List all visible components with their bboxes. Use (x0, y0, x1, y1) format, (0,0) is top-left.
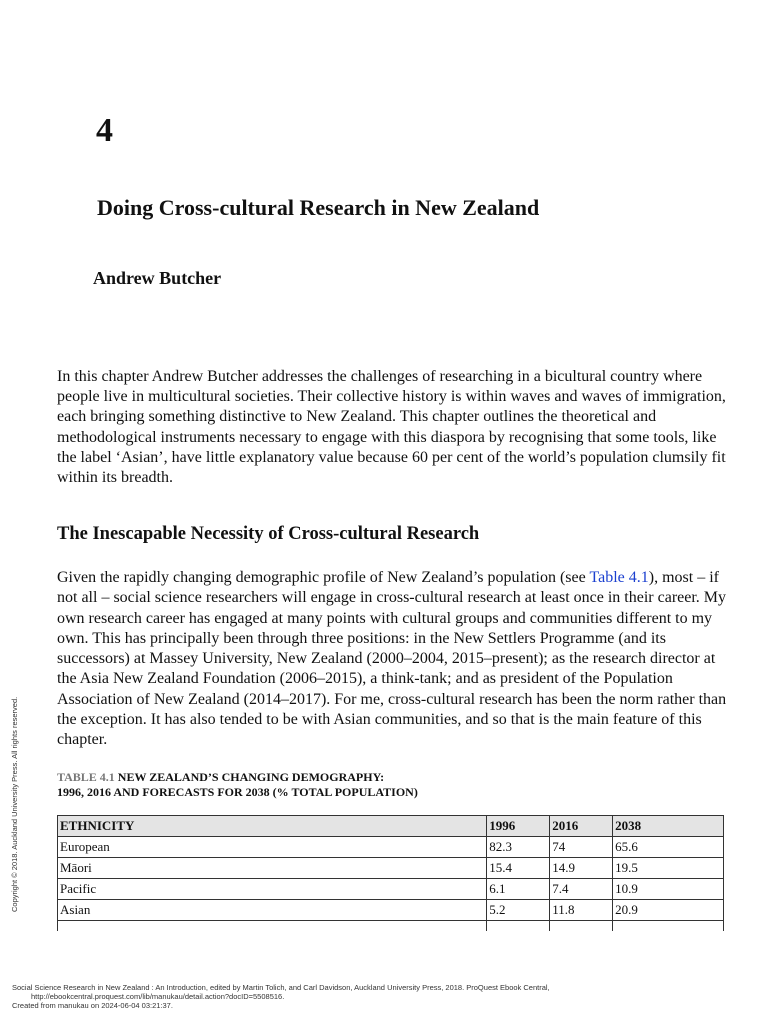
chapter-author: Andrew Butcher (93, 268, 222, 288)
table-row (58, 879, 724, 900)
table-row (58, 858, 724, 879)
table-cell: 14.9 (550, 858, 613, 879)
table-cell: 82.3 (487, 837, 550, 858)
table-cell: 10.9 (613, 879, 724, 900)
table-caption (57, 770, 418, 800)
table-header-row (58, 816, 724, 837)
section-paragraph (57, 568, 727, 751)
section-heading: The Inescapable Necessity of Cross-cultural Research (57, 524, 480, 544)
table-cell: Māori (58, 858, 487, 879)
table-caption-line1: NEW ZEALAND’S CHANGING DEMOGRAPHY: (117, 770, 385, 784)
table-row-continuation (58, 921, 724, 932)
column-header-2038: 2038 (613, 816, 724, 837)
column-header-ethnicity: ETHNICITY (58, 816, 487, 837)
table-row (58, 900, 724, 921)
page-footer (12, 983, 550, 1010)
table-cell: 11.8 (550, 900, 613, 921)
column-header-1996: 1996 (487, 816, 550, 837)
table-cell: 74 (550, 837, 613, 858)
table-reference-link[interactable]: Table 4.1 (589, 569, 649, 586)
table-cell: Asian (58, 900, 487, 921)
table-cell: 65.6 (613, 837, 724, 858)
column-header-2016: 2016 (550, 816, 613, 837)
table-caption-line2: 1996, 2016 AND FORECASTS FOR 2038 (% TOTAL POPULATION) (57, 785, 418, 799)
chapter-title: Doing Cross-cultural Research in New Zealand (97, 195, 540, 220)
table-row (58, 837, 724, 858)
footer-citation: Social Science Research in New Zealand : An Introduction, edited by Martin Tolich, and Carl Davidson, Auckland University Press, 2018. ProQuest Ebook Central, (12, 983, 550, 992)
table-label: TABLE 4.1 (57, 770, 115, 784)
chapter-abstract: In this chapter Andrew Butcher addresses the challenges of researching in a bicultural country where people live in multicultural societies. Their collective history is within waves and waves of immigration, each bringing something distinctive to New Zealand. This chapter outlines the theoretical and methodological instruments necessary to engage with this diaspora by recognising that some tools, like the label ‘Asian’, have little explanatory value because 60 per cent of the world’s population clumsily fit within its breadth. (57, 368, 726, 487)
table-cell: 7.4 (550, 879, 613, 900)
demography-table (57, 815, 724, 931)
table-cell: Pacific (58, 879, 487, 900)
table-cell: 6.1 (487, 879, 550, 900)
footer-url: http://ebookcentral.proquest.com/lib/manukau/detail.action?docID=5508516. (31, 992, 285, 1001)
footer-created: Created from manukau on 2024-06-04 03:21:37. (12, 1001, 173, 1010)
chapter-number: 4 (96, 112, 113, 149)
table-cell: 19.5 (613, 858, 724, 879)
paragraph-text-after-link: ), most – if not all – social science researchers will engage in cross-cultural research at least once in their career. My own research career has engaged at many points with cultural groups and communities different to my own. This has principally been through three positions: in the New Settlers Programme (and its successors) at Massey University, New Zealand (2000–2004, 2015–present); as the research director at the Asia New Zealand Foundation (2006–2015), a think-tank; and as president of the Population Association of New Zealand (2014–2017). For me, cross-cultural research has been the norm rather than the exception. It has also tended to be with Asian communities, and so that is the main feature of this chapter. (57, 569, 727, 749)
table-cell: 5.2 (487, 900, 550, 921)
table-cell: European (58, 837, 487, 858)
table-cell: 20.9 (613, 900, 724, 921)
table-cell: 15.4 (487, 858, 550, 879)
paragraph-text-before-link: Given the rapidly changing demographic profile of New Zealand’s population (see (57, 569, 590, 586)
side-copyright-notice: Copyright © 2018. Auckland University Press. All rights reserved. (10, 696, 19, 912)
